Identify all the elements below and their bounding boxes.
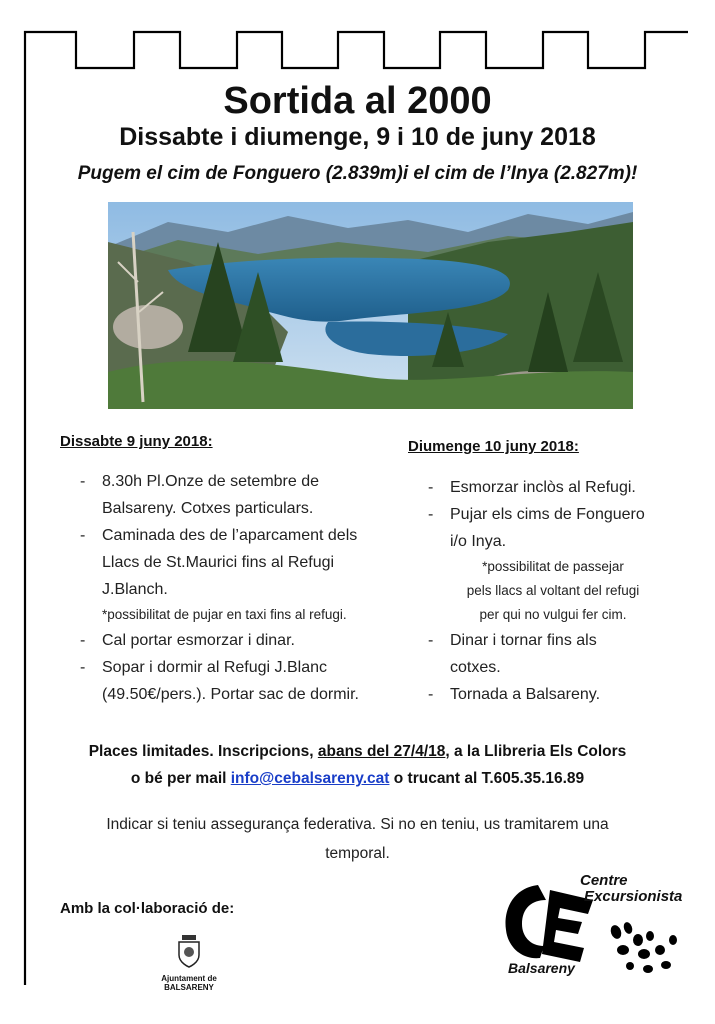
note-text: *possibilitat de passejar xyxy=(482,559,624,574)
event-tagline: Pugem el cim de Fonguero (2.839m)i el cim de l’Inya (2.827m)! xyxy=(77,163,638,184)
list-item: - 8.30h Pl.Onze de setembre de Balsareny. Cotxes particulars. xyxy=(80,473,320,517)
walk-note xyxy=(428,555,678,627)
coat-of-arms-icon xyxy=(174,933,204,969)
club-name-line2: Excursionista xyxy=(584,888,683,905)
insurance-text: temporal. xyxy=(325,845,390,862)
list-item-text: Esmorzar inclòs al Refugi. xyxy=(450,479,636,496)
taxi-note: *possibilitat de pujar en taxi fins al refugi. xyxy=(102,607,347,622)
sunday-list xyxy=(428,474,698,708)
insurance-text: Indicar si teniu assegurança federativa. Si no en teniu, us tramitarem una xyxy=(106,816,609,833)
list-item-text: Caminada des de l’aparcament dels xyxy=(102,527,358,544)
list-item: - Tornada a Balsareny. xyxy=(428,686,601,703)
insurance-note xyxy=(0,810,715,868)
ajuntament-logo xyxy=(150,933,228,992)
ajuntament-text: Ajuntament de xyxy=(161,974,217,983)
info-text: Places limitades. Inscripcions, xyxy=(88,743,318,760)
list-item: - Esmorzar inclòs al Refugi. xyxy=(428,479,636,496)
list-item-text: 8.30h Pl.Onze de setembre de xyxy=(102,473,320,490)
club-name-line3: Balsareny xyxy=(508,960,575,976)
info-text: o bé per mail xyxy=(130,770,231,787)
list-item: - Cal portar esmorzar i dinar. xyxy=(80,632,295,649)
list-item-text: Cal portar esmorzar i dinar. xyxy=(102,632,295,649)
list-item-text: Tornada a Balsareny. xyxy=(450,686,601,703)
list-item-text: i/o Inya. xyxy=(450,533,507,550)
collaboration-label: Amb la col·laboració de: xyxy=(60,900,235,917)
club-logo xyxy=(498,870,688,980)
email-link[interactable]: info@cebalsareny.cat xyxy=(230,770,390,787)
phone-text: o trucant al T.605.35.16.89 xyxy=(389,770,585,787)
list-item-text: cotxes. xyxy=(450,659,501,676)
list-item: - Dinar i tornar fins als cotxes. xyxy=(428,632,597,676)
list-item-text: Pujar els cims de Fonguero xyxy=(450,506,645,523)
list-item: - Caminada des de l’aparcament dels Llacs de St.Maurici fins al Refugi J.Blanch. xyxy=(80,527,358,598)
list-item: - Sopar i dormir al Refugi J.Blanc (49.50€/pers.). Portar sac de dormir. xyxy=(80,659,359,703)
event-dates: Dissabte i diumenge, 9 i 10 de juny 2018 xyxy=(119,123,596,151)
list-item-text: Llacs de St.Maurici fins al Refugi xyxy=(102,554,335,571)
info-text: , a la Llibreria Els Colors xyxy=(445,743,627,760)
registration-info xyxy=(0,738,715,792)
note-text: per qui no vulgui fer cim. xyxy=(479,607,627,622)
page-title: Sortida al 2000 xyxy=(223,80,492,122)
list-item-text: Sopar i dormir al Refugi J.Blanc xyxy=(102,659,327,676)
list-item-text: (49.50€/pers.). Portar sac de dormir. xyxy=(102,686,359,703)
list-item: - Pujar els cims de Fonguero i/o Inya. xyxy=(428,506,645,550)
saturday-list xyxy=(80,468,420,708)
saturday-heading: Dissabte 9 juny 2018: xyxy=(60,433,213,450)
sunday-heading: Diumenge 10 juny 2018: xyxy=(408,438,579,455)
list-item-text: Dinar i tornar fins als xyxy=(450,632,597,649)
club-name-line1: Centre xyxy=(580,872,628,889)
deadline-text: abans del 27/4/18 xyxy=(317,743,446,760)
ajuntament-text: BALSARENY xyxy=(164,983,214,992)
note-text: pels llacs al voltant del refugi xyxy=(466,583,640,598)
mountain-lake-photo xyxy=(108,202,633,409)
list-item-text: J.Blanch. xyxy=(102,581,168,598)
list-item-text: Balsareny. Cotxes particulars. xyxy=(102,500,314,517)
